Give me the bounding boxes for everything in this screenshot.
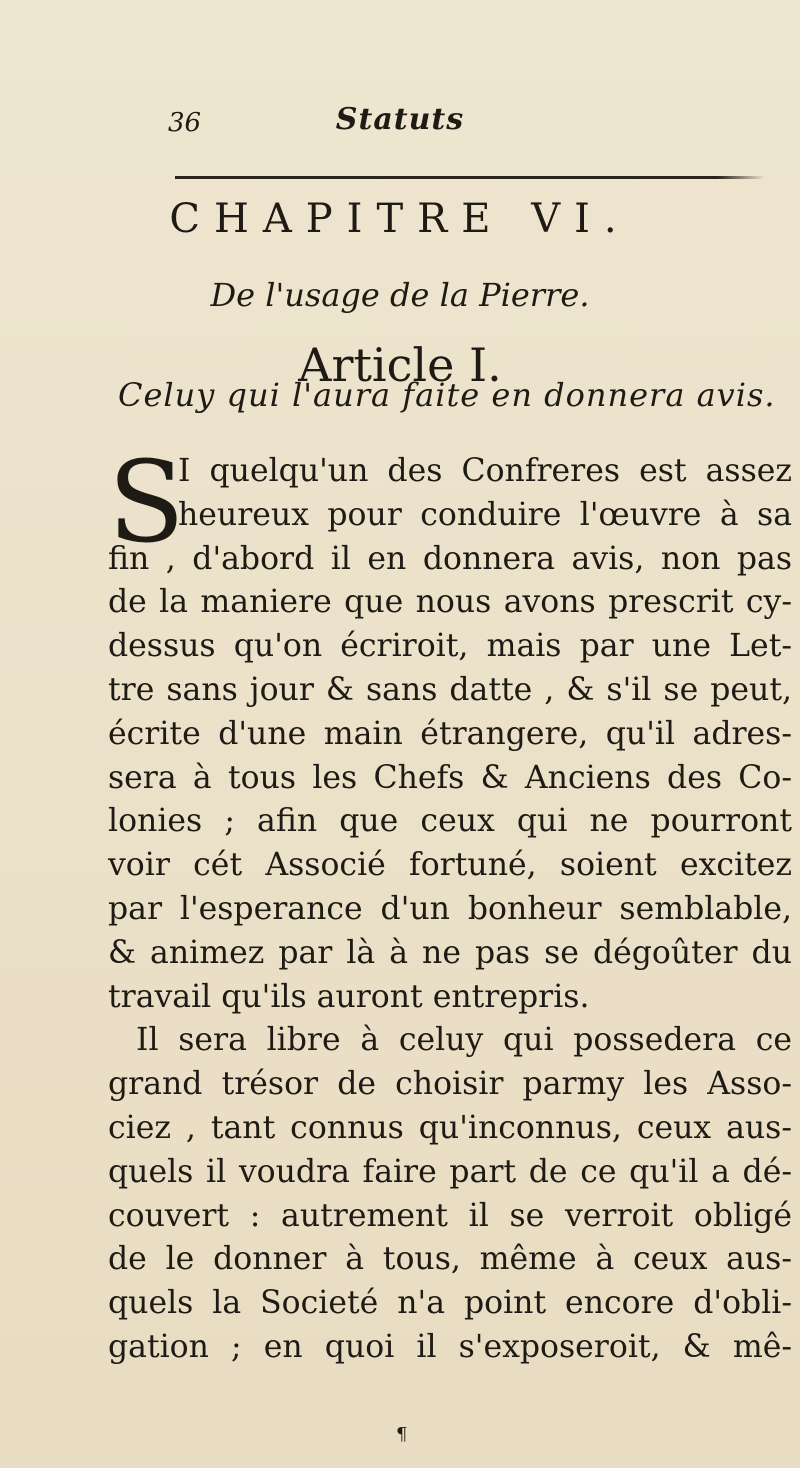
text-line: heureux pour conduire l'œuvre à sa (178, 496, 792, 533)
running-title: Statuts (335, 102, 465, 137)
drop-cap: S (108, 438, 185, 568)
text-line: Il sera libre à celuy qui possedera ce (136, 1022, 792, 1059)
text-line: I quelqu'un des Confreres est assez (178, 453, 792, 489)
text-line: par l'esperance d'un bonheur semblable, (108, 890, 792, 927)
header-rule (175, 176, 765, 179)
text-line: grand trésor de choisir parmy les Asso- (108, 1066, 792, 1103)
chapter-subtitle: De l'usage de la Pierre. (210, 276, 590, 314)
text-line: quels la Societé n'a point encore d'obli- (108, 1285, 792, 1322)
page-number: 36 (168, 108, 202, 138)
body-text (108, 438, 792, 1370)
text-line: gation ; en quoi il s'exposeroit, & mê- (108, 1328, 792, 1365)
article-heading: Article I. (298, 338, 502, 392)
text-line: lonies ; afin que ceux qui ne pourront (108, 803, 792, 840)
text-line: de le donner à tous, même à ceux aus- (108, 1241, 792, 1278)
text-line: quels il voudra faire part de ce qu'il a dé- (108, 1153, 792, 1190)
article-lede: Celuy qui l'aura faite en donnera avis. (118, 376, 776, 414)
chapter-title: CHAPITRE VI. (169, 196, 631, 242)
text-line: de la maniere que nous avons prescrit cy- (108, 584, 792, 621)
text-line: écrite d'une main étrangere, qu'il adres- (108, 715, 792, 752)
text-line: ciez , tant connus qu'inconnus, ceux aus- (108, 1109, 792, 1146)
text-line: voir cét Associé fortuné, soient excitez (108, 847, 792, 884)
text-line: travail qu'ils auront entrepris. (108, 978, 590, 1015)
signature-mark: ¶ (396, 1424, 408, 1445)
text-line: fin , d'abord il en donnera avis, non pas (108, 540, 792, 577)
text-line: tre sans jour & sans datte , & s'il se peut, (108, 671, 792, 708)
text-line: couvert : autrement il se verroit obligé (108, 1197, 792, 1234)
text-line: & animez par là à ne pas se dégoûter du (108, 934, 792, 971)
text-line: dessus qu'on écriroit, mais par une Let- (108, 628, 792, 665)
text-line: sera à tous les Chefs & Anciens des Co- (108, 759, 792, 796)
